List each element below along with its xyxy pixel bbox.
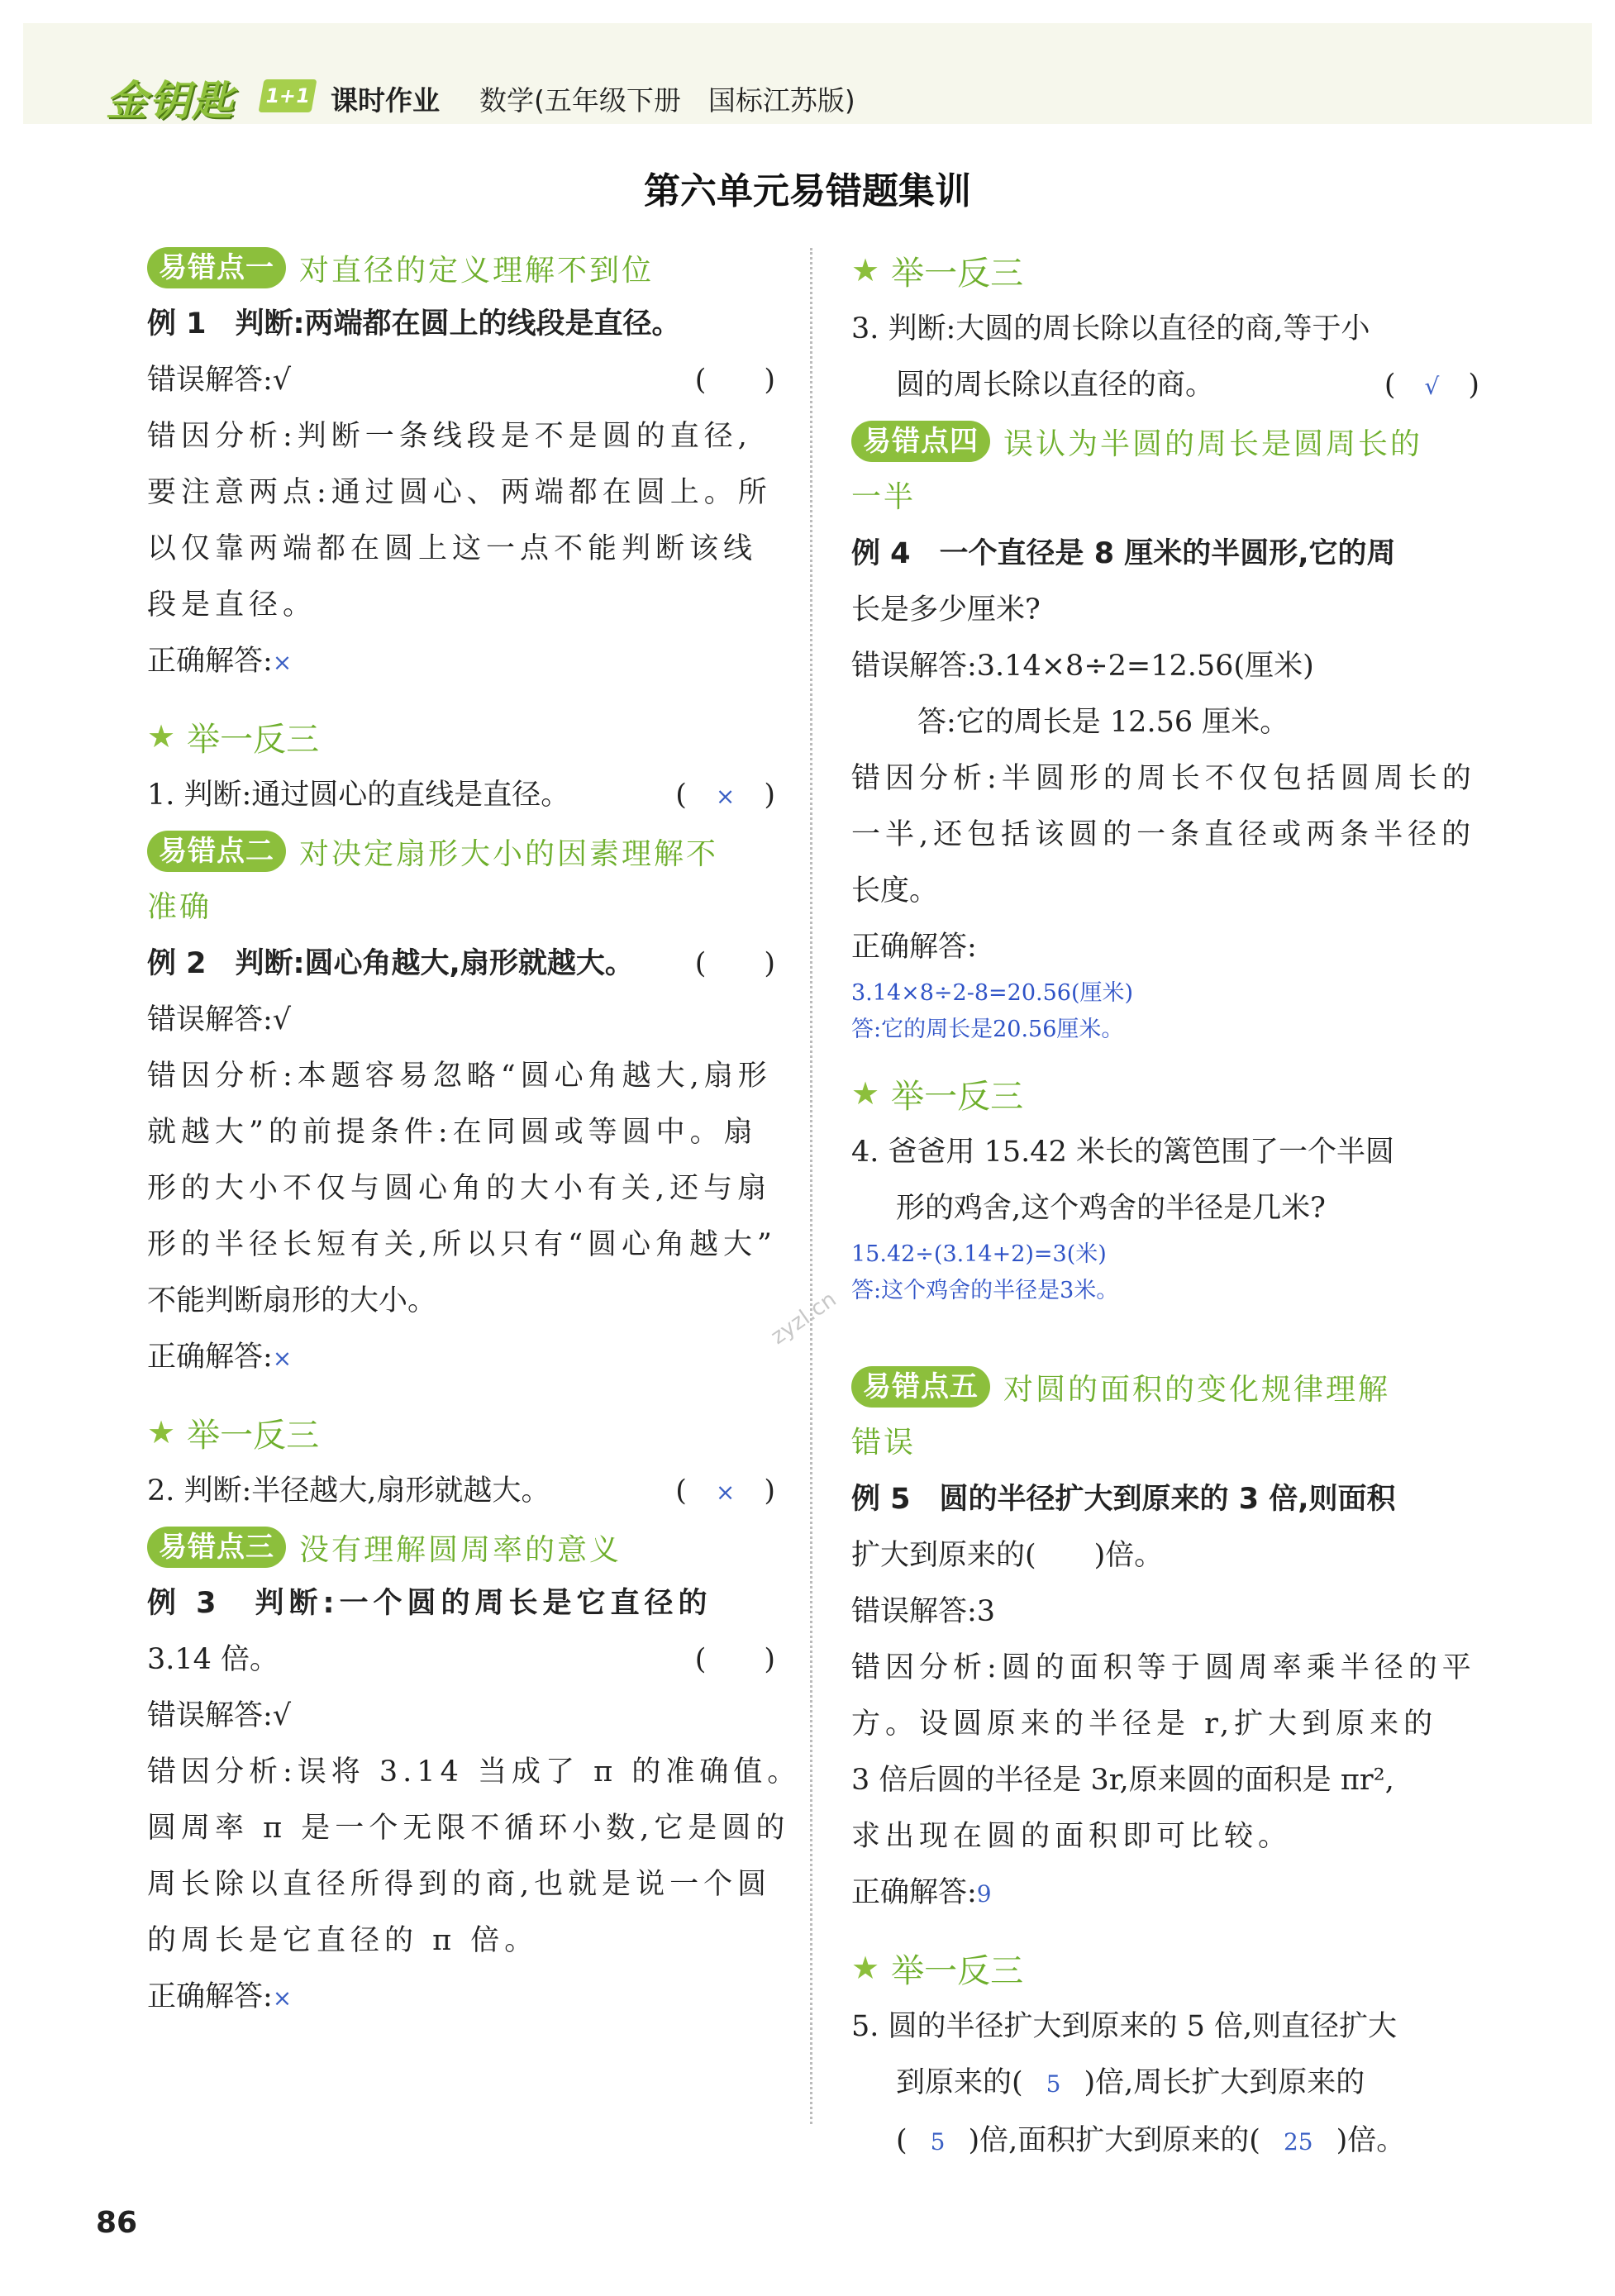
correct-answer bbox=[147, 1969, 775, 2027]
answer-fill: × bbox=[715, 1479, 736, 1506]
error-point-title: 误认为半圆的周长是圆周长的 bbox=[1003, 426, 1423, 461]
practice-3-header bbox=[851, 240, 1479, 301]
example-text: 例 5 圆的半径扩大到原来的 3 倍,则面积 bbox=[851, 1483, 1396, 1516]
wrong-answer: 错误解答:3.14×8÷2=12.56(厘米) bbox=[851, 650, 1314, 683]
example-3-cont bbox=[147, 1631, 775, 1688]
error-point-badge: 易错点四 bbox=[851, 421, 990, 462]
star-icon: ★ bbox=[851, 252, 880, 288]
answer-paren: ( ) bbox=[694, 947, 775, 980]
error-point-5-header bbox=[851, 1359, 1479, 1415]
example-text: 例 2 判断:圆心角越大,扇形就越大。 bbox=[147, 947, 634, 980]
practice-5-header bbox=[851, 1937, 1479, 1998]
practice-question-5: 5. 圆的半径扩大到原来的 5 倍,则直径扩大 bbox=[851, 2010, 1398, 2043]
left-column bbox=[147, 240, 802, 2027]
practice-question-3-cont bbox=[851, 357, 1479, 413]
right-column bbox=[851, 240, 1479, 2170]
brand-badge: 1+1 bbox=[258, 79, 317, 112]
practice-question-4: 4. 爸爸用 15.42 米长的篱笆围了一个半圆 bbox=[851, 1136, 1394, 1169]
example-text: 例 1 判断:两端都在圆上的线段是直径。 bbox=[147, 307, 681, 341]
example-2 bbox=[147, 936, 775, 992]
example-4 bbox=[851, 526, 1479, 582]
spacer bbox=[851, 1048, 1479, 1063]
practice-question-2 bbox=[147, 1463, 775, 1519]
example-5-cont: 扩大到原来的( )倍。 bbox=[851, 1539, 1164, 1572]
correct-mark: × bbox=[272, 1345, 293, 1372]
analysis-line: 以仅靠两端都在圆上这一点不能判断该线 bbox=[147, 532, 758, 565]
question-text: )倍,周长扩大到原来的 bbox=[1084, 2066, 1365, 2099]
wrong-answer: 错误解答:√ bbox=[147, 1003, 292, 1036]
answer-paren: ( √ ) bbox=[1384, 369, 1479, 402]
example-text-cont: 3.14 倍。 bbox=[147, 1643, 279, 1676]
example-3 bbox=[147, 1575, 775, 1631]
page-number: 86 bbox=[95, 2206, 138, 2240]
analysis-line: 不能判断扇形的大小。 bbox=[147, 1284, 437, 1317]
error-point-badge: 易错点五 bbox=[851, 1366, 990, 1408]
star-icon: ★ bbox=[851, 1950, 880, 1986]
error-point-2-header bbox=[147, 823, 719, 879]
analysis-line: 求出现在圆的面积即可比较。 bbox=[851, 1820, 1293, 1853]
question-text: 圆的周长除以直径的商。 bbox=[896, 369, 1215, 402]
analysis-line: 形的半径长短有关,所以只有“圆心角越大” bbox=[147, 1228, 777, 1261]
handwritten-answer: 答:这个鸡舍的半径是3米。 bbox=[851, 1278, 1119, 1303]
correct-label: 正确解答: bbox=[147, 1341, 273, 1374]
example-5 bbox=[851, 1471, 1479, 1527]
watermark: zyzl.cn bbox=[766, 1287, 841, 1350]
error-point-title: 对决定扇形大小的因素理解不 bbox=[299, 836, 719, 871]
correct-answer bbox=[851, 1865, 1479, 1922]
practice-title: 举一反三 bbox=[891, 1077, 1024, 1116]
spacer bbox=[851, 1334, 1479, 1359]
analysis-line: 圆周率 π 是一个无限不循环小数,它是圆的 bbox=[147, 1812, 790, 1845]
answer-paren: ( ) bbox=[694, 1643, 775, 1676]
spacer bbox=[851, 1309, 1479, 1334]
error-point-title: 没有理解圆周率的意义 bbox=[299, 1532, 622, 1567]
column-divider bbox=[810, 248, 812, 2124]
wrong-answer: 错误解答:3 bbox=[851, 1595, 996, 1628]
correct-mark: × bbox=[272, 649, 293, 676]
practice-question-4-cont: 形的鸡舍,这个鸡舍的半径是几米? bbox=[896, 1192, 1326, 1225]
correct-label: 正确解答: bbox=[147, 1980, 273, 2013]
answer-paren: ( × ) bbox=[675, 1474, 775, 1508]
practice-title: 举一反三 bbox=[891, 1951, 1024, 1990]
question-text: 到原来的( bbox=[896, 2066, 1023, 2099]
analysis-line: 周长除以直径所得到的商,也就是说一个圆 bbox=[147, 1868, 772, 1901]
series-name: 课时作业 bbox=[331, 84, 440, 117]
correct-mark: × bbox=[272, 1984, 293, 2012]
wrong-answer: 错误解答:√ bbox=[147, 1699, 292, 1732]
analysis-line: 方。设圆原来的半径是 r,扩大到原来的 bbox=[851, 1708, 1438, 1741]
wrong-answer-cont: 答:它的周长是 12.56 厘米。 bbox=[917, 706, 1289, 739]
brand-logo: 金钥匙 bbox=[106, 77, 235, 125]
error-point-badge: 易错点一 bbox=[147, 247, 286, 288]
star-icon: ★ bbox=[147, 1414, 176, 1450]
wrong-answer: 错误解答:√ bbox=[147, 364, 292, 397]
example-1 bbox=[147, 296, 775, 352]
answer-value: 5 bbox=[1046, 2070, 1061, 2098]
handwritten-answer: 3.14×8÷2-8=20.56(厘米) bbox=[851, 980, 1134, 1006]
answer-value: 25 bbox=[1283, 2128, 1313, 2155]
analysis-line: 形的大小不仅与圆心角的大小有关,还与扇 bbox=[147, 1172, 772, 1205]
answer-fill: √ bbox=[1424, 373, 1440, 400]
practice-title: 举一反三 bbox=[891, 254, 1024, 293]
error-point-3-header bbox=[147, 1519, 675, 1575]
correct-label: 正确解答: bbox=[851, 1876, 977, 1909]
correct-label: 正确解答: bbox=[147, 645, 273, 678]
spacer bbox=[851, 1922, 1479, 1937]
analysis-line: 错因分析:判断一条线段是不是圆的直径, bbox=[147, 420, 752, 453]
example-text: 例 3 判断:一个圆的周长是它直径的 bbox=[147, 1587, 712, 1620]
analysis-line: 错因分析:圆的面积等于圆周率乘半径的平 bbox=[851, 1651, 1476, 1684]
error-point-title: 对直径的定义理解不到位 bbox=[299, 253, 655, 288]
analysis-line: 就越大”的前提条件:在同圆或等圆中。扇 bbox=[147, 1116, 758, 1149]
handwritten-answer: 答:它的周长是20.56厘米。 bbox=[851, 1017, 1124, 1042]
subject-name: 数学(五年级下册 国标江苏版) bbox=[479, 84, 855, 117]
analysis-line: 段是直径。 bbox=[147, 588, 317, 622]
answer-fill: × bbox=[715, 783, 736, 810]
example-text: 例 4 一个直径是 8 厘米的半圆形,它的周 bbox=[851, 537, 1396, 570]
practice-2-header bbox=[147, 1402, 775, 1463]
error-point-title: 对圆的面积的变化规律理解 bbox=[1003, 1372, 1391, 1407]
analysis-line: 一半,还包括该圆的一条直径或两条半径的 bbox=[851, 818, 1476, 851]
analysis-line: 错因分析:半圆形的周长不仅包括圆周长的 bbox=[851, 762, 1476, 795]
correct-mark: 9 bbox=[976, 1880, 992, 1908]
error-point-title-cont: 准确 bbox=[147, 890, 212, 924]
error-point-badge: 易错点三 bbox=[147, 1527, 286, 1568]
spacer bbox=[147, 1387, 775, 1402]
analysis-line: 长度。 bbox=[851, 874, 939, 907]
answer-value: 5 bbox=[930, 2128, 946, 2155]
practice-question-5-cont2 bbox=[851, 2113, 1479, 2170]
practice-title: 举一反三 bbox=[187, 1416, 320, 1455]
analysis-line: 错因分析:本题容易忽略“圆心角越大,扇形 bbox=[147, 1060, 772, 1093]
spacer bbox=[147, 691, 775, 706]
error-point-4-header bbox=[851, 413, 1423, 469]
answer-fill bbox=[1023, 2070, 1084, 2098]
answer-paren: ( × ) bbox=[675, 779, 775, 812]
error-point-title-cont: 一半 bbox=[851, 480, 917, 514]
analysis-line: 的周长是它直径的 π 倍。 bbox=[147, 1924, 539, 1957]
page-title: 第六单元易错题集训 bbox=[644, 170, 971, 212]
error-point-title-cont: 错误 bbox=[851, 1426, 917, 1460]
star-icon: ★ bbox=[851, 1075, 880, 1112]
answer-paren: ( ) bbox=[694, 364, 775, 397]
analysis-line: 要注意两点:通过圆心、两端都在圆上。所 bbox=[147, 476, 772, 509]
analysis-line: 错因分析:误将 3.14 当成了 π 的准确值。 bbox=[147, 1755, 802, 1789]
question-text: 1. 判断:通过圆心的直线是直径。 bbox=[147, 779, 570, 812]
answer-fill bbox=[1260, 2128, 1336, 2155]
question-text: 2. 判断:半径越大,扇形就越大。 bbox=[147, 1474, 550, 1508]
practice-4-header bbox=[851, 1063, 1479, 1124]
question-text: )倍,面积扩大到原来的( bbox=[968, 2124, 1260, 2157]
question-text: ( bbox=[896, 2124, 908, 2157]
correct-label: 正确解答: bbox=[851, 931, 977, 964]
star-icon: ★ bbox=[147, 718, 176, 755]
analysis-line: 3 倍后圆的半径是 3r,原来圆的面积是 πr², bbox=[851, 1764, 1394, 1797]
handwritten-answer: 15.42÷(3.14+2)=3(米) bbox=[851, 1241, 1107, 1267]
error-point-badge: 易错点二 bbox=[147, 831, 286, 872]
practice-1-header bbox=[147, 706, 775, 767]
practice-question-5-cont bbox=[851, 2055, 1479, 2113]
answer-fill bbox=[908, 2128, 969, 2155]
practice-title: 举一反三 bbox=[187, 720, 320, 759]
example-4-cont: 长是多少厘米? bbox=[851, 593, 1041, 626]
error-point-1-header bbox=[147, 240, 775, 296]
correct-answer bbox=[147, 633, 775, 691]
question-text: )倍。 bbox=[1336, 2124, 1406, 2157]
practice-question-1 bbox=[147, 767, 775, 823]
practice-question-3: 3. 判断:大圆的周长除以直径的商,等于小 bbox=[851, 312, 1370, 345]
correct-answer bbox=[147, 1329, 775, 1387]
